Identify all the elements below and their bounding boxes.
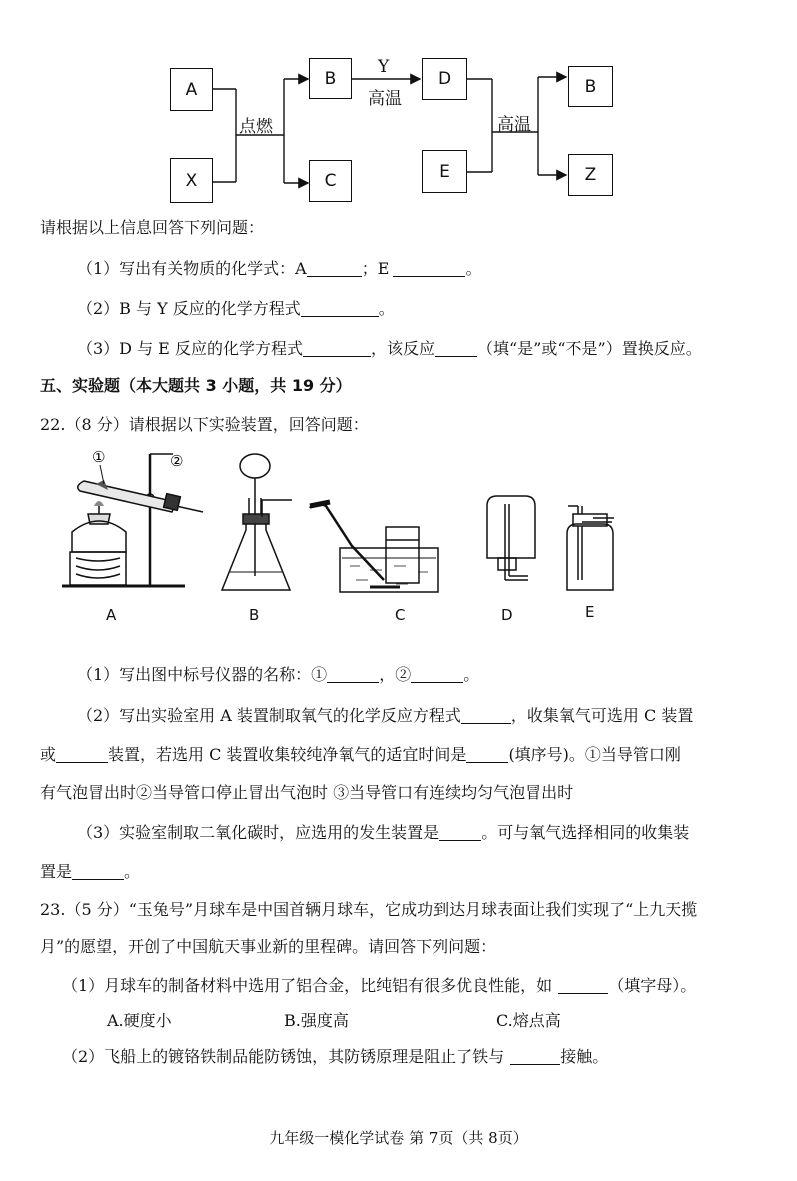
answer-blank[interactable] [466, 746, 508, 763]
q22-p3-text-d: 。 [124, 862, 141, 881]
q21-p1-text-b: ；E [361, 259, 390, 278]
answer-blank[interactable] [435, 340, 477, 357]
box-X: X [170, 158, 213, 203]
label-apparatus-B: B [249, 606, 260, 624]
q23-title-line1: 23.（5 分）“玉兔号”月球车是中国首辆月球车，它成功到达月球表面让我们实现了“上九天揽 [40, 900, 698, 919]
box-Z: Z [568, 154, 613, 196]
answer-blank[interactable] [72, 863, 124, 880]
answer-blank[interactable] [303, 340, 371, 357]
answer-blank[interactable] [439, 824, 481, 841]
box-D: D [422, 58, 467, 100]
answer-blank[interactable] [411, 666, 463, 683]
q21-p2-text-a: （2）B 与 Y 反应的化学方程式 [77, 299, 301, 318]
q22-p3-text-c: 置是 [40, 862, 73, 881]
q21-part3 [77, 338, 797, 360]
section-heading: 五、实验题（本大题共 3 小题，共 19 分） [40, 376, 352, 395]
q22-p2-text-a: （2）写出实验室用 A 装置制取氧气的化学反应方程式 [77, 706, 461, 725]
q22-part2-line3: 有气泡冒出时②当导管口停止冒出气泡时 ③当导管口有连续均匀气泡冒出时 [40, 783, 574, 802]
q21-part1 [77, 258, 797, 280]
answer-blank[interactable] [56, 746, 108, 763]
q22-title: 22.（8 分）请根据以下实验装置，回答问题： [40, 415, 369, 434]
q22-p3-text-a: （3）实验室制取二氧化碳时，应选用的发生装置是 [77, 823, 440, 842]
q23-part2 [62, 1046, 797, 1068]
q23-option-A: A.硬度小 [107, 1011, 172, 1030]
marker-1: ① [92, 448, 106, 466]
label-hightemp-2: 高温 [497, 115, 531, 135]
answer-blank[interactable] [393, 260, 465, 277]
q21-p2-text-b: 。 [378, 299, 395, 318]
label-apparatus-C: C [395, 606, 406, 624]
box-E: E [422, 150, 467, 193]
label-apparatus-D: D [501, 606, 513, 624]
q22-p1-text-c: 。 [463, 665, 480, 684]
page-footer: 九年级一模化学试卷 第 7页（共 8页） [269, 1129, 528, 1147]
q23-part1 [62, 975, 797, 997]
box-B: B [309, 58, 352, 99]
label-apparatus-E: E [585, 603, 595, 621]
answer-blank[interactable] [510, 1048, 560, 1065]
label-ignite: 点燃 [239, 117, 273, 137]
q22-part2-line1 [77, 705, 797, 727]
q22-p2-text-b: ，收集氧气可选用 C 装置 [510, 706, 694, 725]
q21-part2 [77, 298, 797, 320]
q23-option-B: B.强度高 [284, 1011, 349, 1030]
q23-p2-text-a: （2）飞船上的镀铬铁制品能防锈蚀，其防锈原理是阻止了铁与 [62, 1047, 505, 1066]
q22-part1 [77, 664, 797, 686]
q22-part3-line2 [40, 861, 797, 883]
q22-p3-text-b: 。可与氧气选择相同的收集装 [481, 823, 690, 842]
q21-p1-text-c: 。 [465, 259, 482, 278]
label-hightemp-1: 高温 [368, 89, 402, 109]
label-apparatus-A: A [106, 606, 117, 624]
q23-title-line2: 月”的愿望，开创了中国航天事业新的里程碑。请回答下列问题： [40, 937, 497, 956]
q21-p3-text-c: （填“是”或“不是”）置换反应。 [476, 339, 702, 358]
q22-p1-text-b: ，② [379, 665, 412, 684]
q22-p2-text-c: 或 [40, 745, 57, 764]
q21-p1-text-a: （1）写出有关物质的化学式：A [77, 259, 307, 278]
q22-part3-line1 [77, 822, 797, 844]
marker-2: ② [170, 452, 184, 470]
answer-blank[interactable] [558, 977, 608, 994]
q22-p1-text-a: （1）写出图中标号仪器的名称：① [77, 665, 328, 684]
q23-p1-text-b: （填字母）。 [608, 976, 697, 995]
box-A: A [170, 68, 213, 111]
q21-p3-text-b: ，该反应 [370, 339, 435, 358]
q21-p3-text-a: （3）D 与 E 反应的化学方程式 [77, 339, 303, 358]
answer-blank[interactable] [307, 260, 362, 277]
q22-p2-text-e: (填序号)。①当导管口刚 [508, 745, 681, 764]
box-C: C [309, 160, 352, 202]
q22-part2-line2 [40, 744, 797, 766]
q23-option-C: C.熔点高 [496, 1011, 561, 1030]
label-Y: Y [378, 57, 390, 77]
q23-p2-text-b: 接触。 [560, 1047, 609, 1066]
answer-blank[interactable] [461, 707, 511, 724]
flow-diagram [0, 0, 797, 210]
q22-p2-text-d: 装置，若选用 C 装置收集较纯净氧气的适宜时间是 [108, 745, 467, 764]
q21-intro: 请根据以上信息回答下列问题： [40, 218, 265, 237]
apparatus-figure [0, 440, 797, 635]
answer-blank[interactable] [301, 300, 379, 317]
answer-blank[interactable] [327, 666, 379, 683]
box-B2: B [568, 66, 613, 107]
q23-p1-text-a: （1）月球车的制备材料中选用了铝合金，比纯铝有很多优良性能，如 [62, 976, 553, 995]
